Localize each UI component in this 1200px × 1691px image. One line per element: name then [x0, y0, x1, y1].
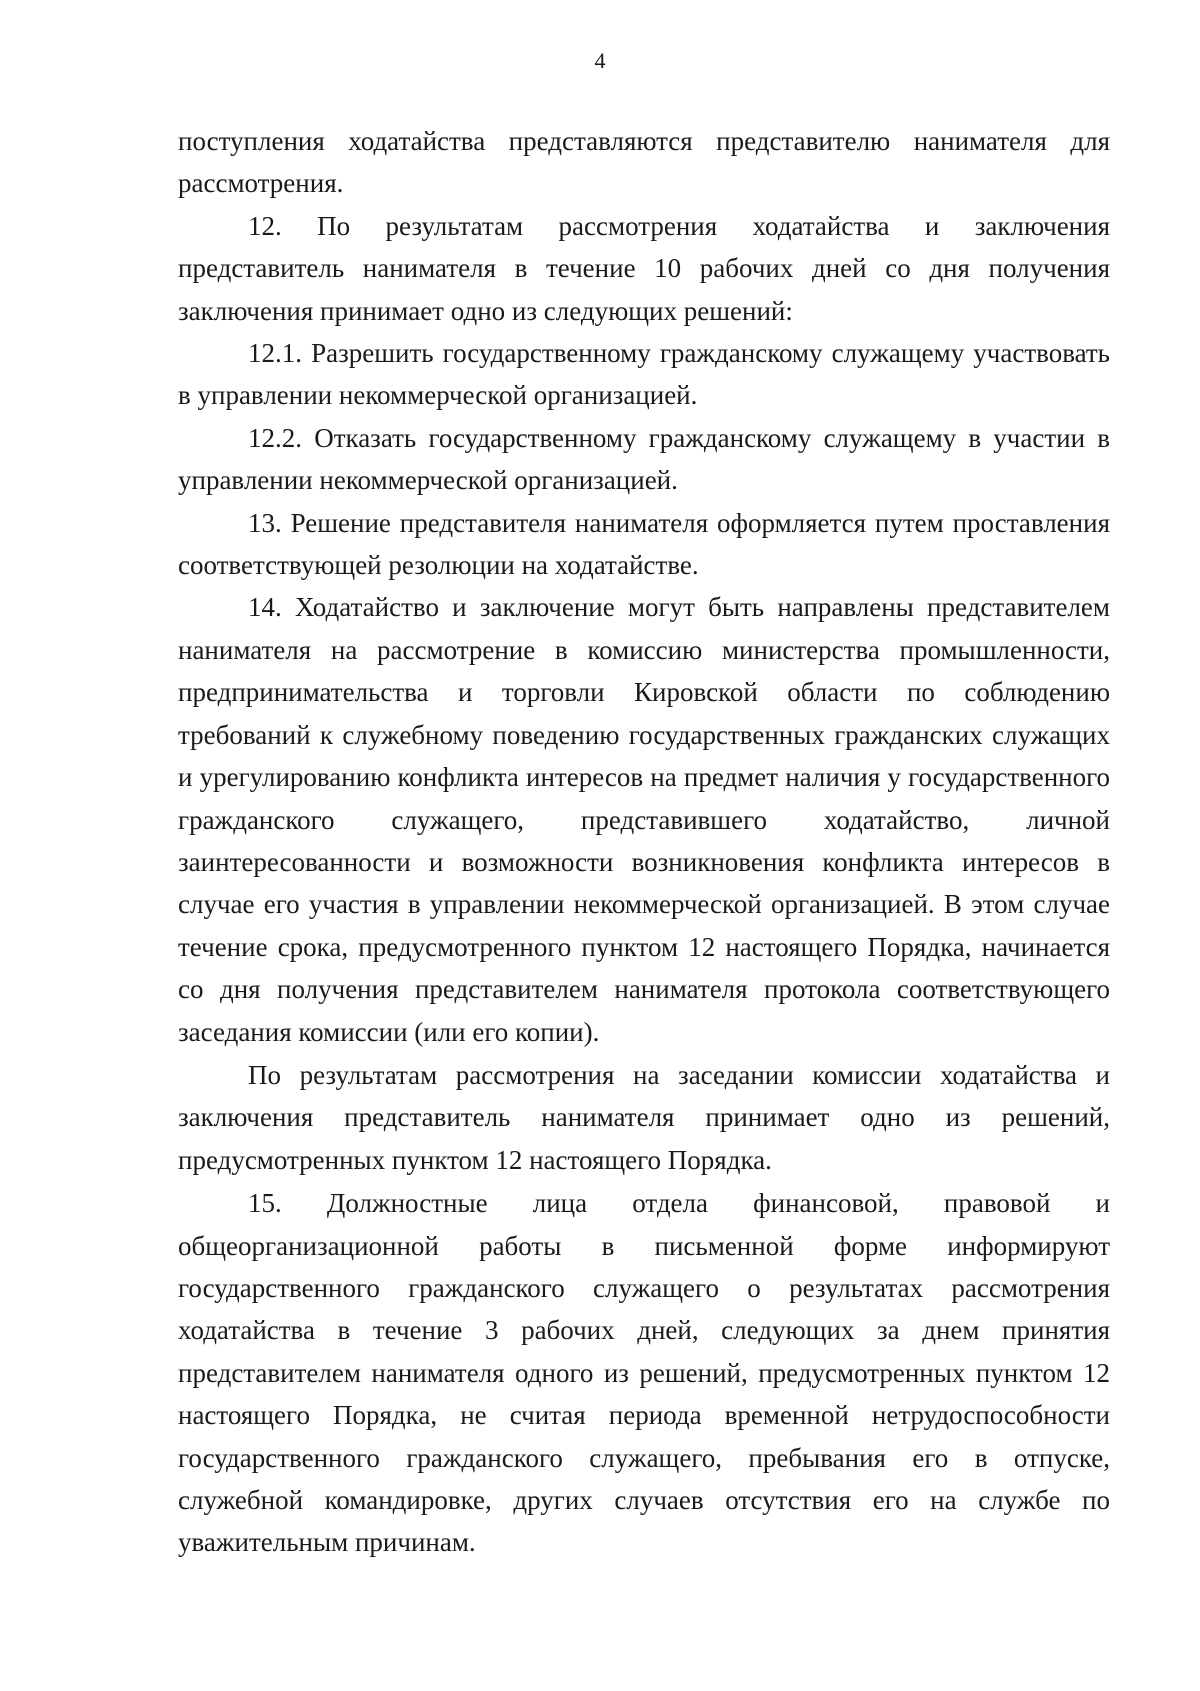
paragraph-12: 12. По результатам рассмотрения ходатайства и заключения представитель нанимателя в течение 10 рабочих дней со дня получения заключения принимает одно из следующих решений:	[178, 210, 1110, 326]
page-number: 4	[594, 48, 606, 73]
document-body	[178, 120, 1110, 1564]
paragraph-14: 14. Ходатайство и заключение могут быть направлены представителем нанимателя на рассмотрение в комиссию министерства промышленности, предпринимательства и торговли Кировской области по соблюдению требований к служебному поведению государственных гражданских служащих и урегулированию конфликта интересов на предмет наличия у государственного гражданского служащего, представившего ходатайство, личной заинтересованности и возможности возникновения конфликта интересов в случае его участия в управлении некоммерческой организацией. В этом случае течение срока, предусмотренного пунктом 12 настоящего Порядка, начинается со дня получения представителем нанимателя протокола соответствующего заседания комиссии (или его копии).	[178, 592, 1110, 1047]
paragraph-14-continuation: По результатам рассмотрения на заседании комиссии ходатайства и заключения представитель нанимателя принимает одно из решений, предусмотренных пунктом 12 настоящего Порядка.	[178, 1059, 1110, 1175]
paragraph-15: 15. Должностные лица отдела финансовой, правовой и общеорганизационной работы в письменной форме информируют государственного гражданского служащего о результатах рассмотрения ходатайства в течение 3 рабочих дней, следующих за днем принятия представителем нанимателя одного из решений, предусмотренных пунктом 12 настоящего Порядка, не считая периода временной нетрудоспособности государственного гражданского служащего, пребывания его в отпуске, служебной командировке, других случаев отсутствия его на службе по уважительным причинам.	[178, 1188, 1110, 1558]
paragraph-12-2: 12.2. Отказать государственному гражданскому служащему в участии в управлении некоммерческой организацией.	[178, 422, 1110, 496]
paragraph-12-1: 12.1. Разрешить государственному гражданскому служащему участвовать в управлении некоммерческой организацией.	[178, 338, 1110, 411]
paragraph-13: 13. Решение представителя нанимателя оформляется путем проставления соответствующей резолюции на ходатайстве.	[178, 507, 1110, 581]
paragraph-continuation: поступления ходатайства представляются представителю нанимателя для рассмотрения.	[178, 126, 1110, 199]
